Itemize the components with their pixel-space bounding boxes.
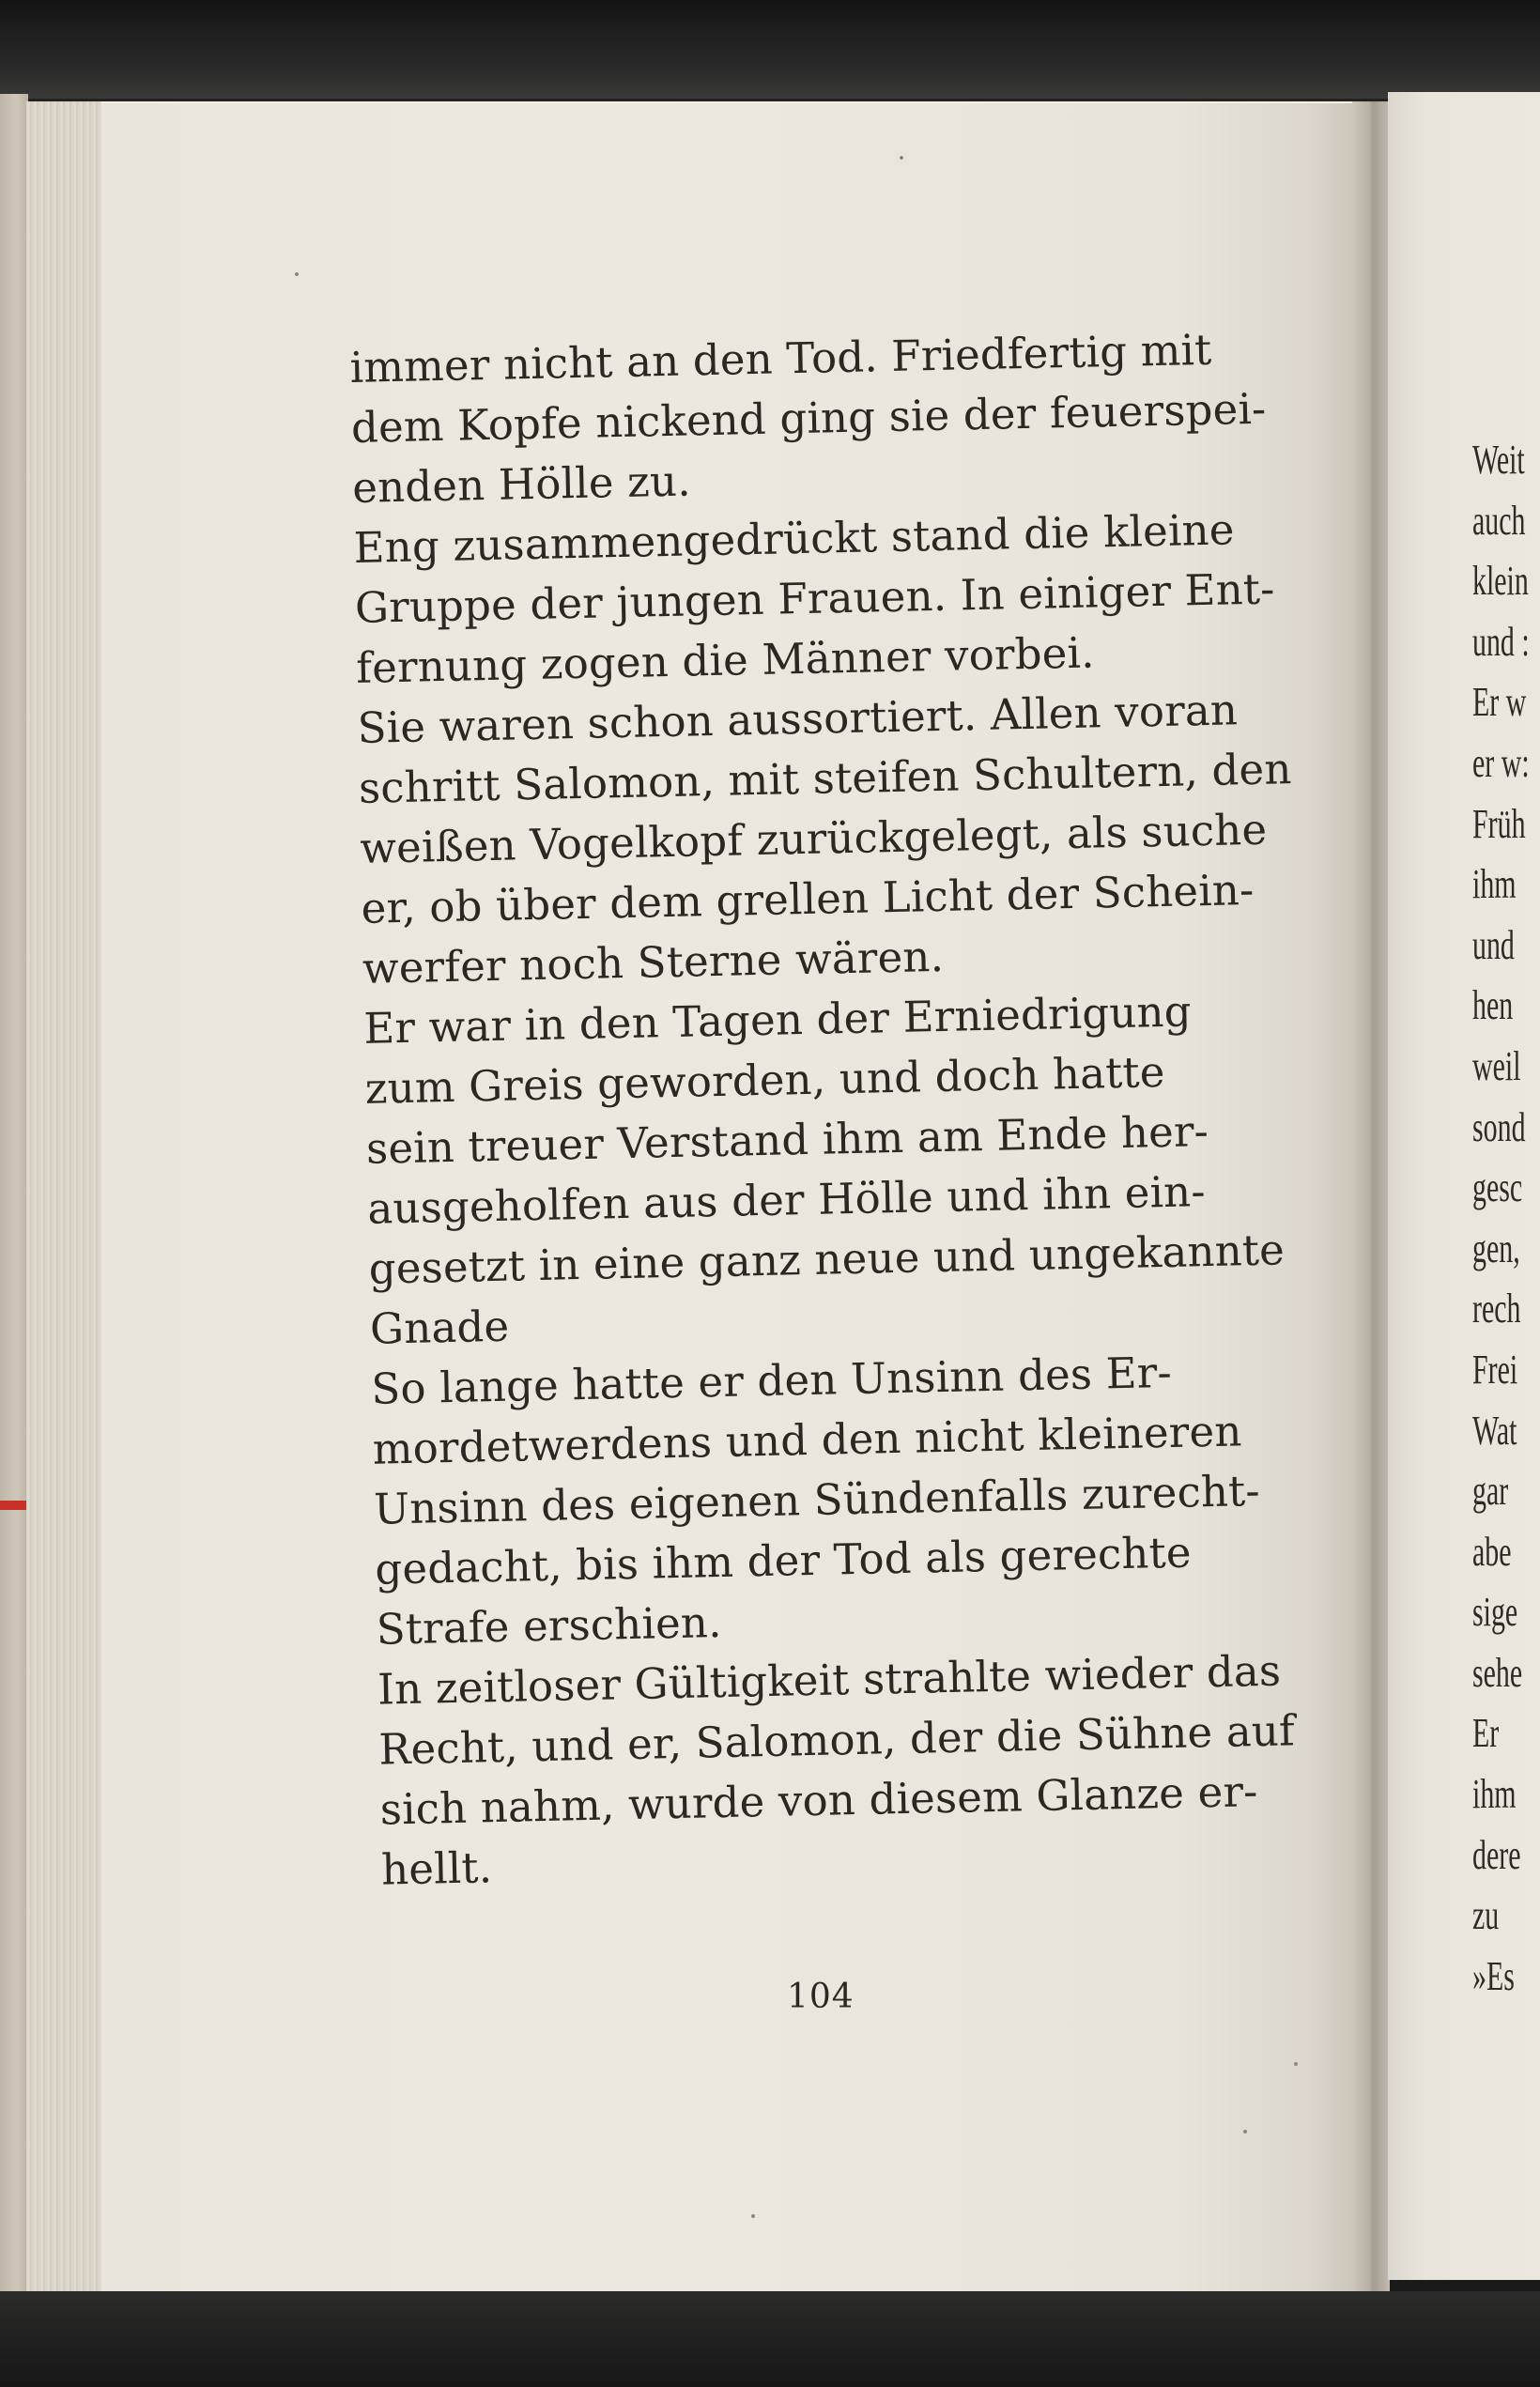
- text-line: ausgeholfen aus der Hölle und ihn ein-: [366, 1166, 1207, 1234]
- right-text-line: ihm: [1472, 861, 1517, 908]
- text-line: sich nahm, wurde von diesem Glanze er-: [379, 1766, 1259, 1835]
- text-line: Unsinn des eigenen Sündenfalls zurecht-: [373, 1465, 1261, 1534]
- right-text-line: rech: [1472, 1286, 1521, 1332]
- text-line: schritt Salomon, mit steifen Schultern, den: [358, 744, 1292, 813]
- page-number: 104: [787, 1978, 855, 2016]
- text-line: Recht, und er, Salomon, der die Sühne auf: [377, 1705, 1296, 1775]
- paper-speck: [900, 156, 903, 160]
- right-text-line: hen: [1472, 982, 1514, 1029]
- right-text-line: er w:: [1472, 739, 1530, 786]
- book-gutter: [1352, 101, 1390, 2299]
- right-text-line: und: [1472, 921, 1515, 968]
- text-line: mordetwerdens und den nicht kleineren: [372, 1406, 1242, 1474]
- page-stack-edge: [26, 101, 111, 2303]
- right-text-line: Er w: [1472, 679, 1527, 726]
- right-text-line: gar: [1472, 1468, 1509, 1515]
- text-line: So lange hatte er den Unsinn des Er-: [370, 1347, 1173, 1414]
- text-line: Gnade: [369, 1301, 510, 1354]
- right-text-line: und :: [1472, 618, 1530, 665]
- text-line: gesetzt in eine ganz neue und ungekannte: [368, 1224, 1286, 1294]
- right-text-line: zu: [1472, 1892, 1500, 1939]
- text-line: weißen Vogelkopf zurückgelegt, als suche: [359, 804, 1268, 873]
- left-page-text: [349, 319, 1296, 1901]
- right-page-text: [1472, 430, 1530, 2007]
- right-text-line: Weit: [1472, 437, 1525, 483]
- right-text-line: weil: [1472, 1042, 1521, 1089]
- text-line: dem Kopfe nickend ging sie der feuerspei-: [350, 383, 1267, 453]
- text-line: Gruppe der jungen Frauen. In einiger Ent-: [354, 563, 1276, 633]
- paper-speck: [1243, 2130, 1247, 2133]
- text-line: er, ob über dem grellen Licht der Schein-: [361, 864, 1255, 933]
- right-text-line: Früh: [1472, 800, 1526, 847]
- text-line: enden Hölle zu.: [351, 455, 692, 513]
- background-top: [0, 0, 1540, 99]
- right-text-line: gesc: [1472, 1164, 1523, 1211]
- right-text-line: Frei: [1472, 1346, 1518, 1393]
- right-text-line: Er: [1472, 1710, 1500, 1757]
- right-text-line: sige: [1472, 1589, 1518, 1636]
- text-line: immer nicht an den Tod. Friedfertig mit: [349, 324, 1212, 393]
- text-line: hellt.: [380, 1842, 493, 1895]
- paper-speck: [1294, 2062, 1298, 2066]
- right-text-line: Wat: [1472, 1407, 1517, 1454]
- text-line: sein treuer Verstand ihm am Ende her-: [365, 1106, 1209, 1174]
- text-line: In zeitloser Gültigkeit strahlte wieder das: [377, 1645, 1282, 1715]
- right-text-line: klein: [1472, 558, 1529, 605]
- text-line: Eng zusammengedrückt stand die kleine: [353, 504, 1236, 573]
- right-text-line: »Es: [1472, 1952, 1515, 1999]
- text-line: werfer noch Sterne wären.: [362, 931, 945, 993]
- paper-speck: [295, 272, 299, 276]
- right-text-line: sehe: [1472, 1649, 1523, 1696]
- right-text-line: auch: [1472, 497, 1526, 544]
- text-line: gedacht, bis ihm der Tod als gerechte: [374, 1527, 1193, 1594]
- text-line: zum Greis geworden, und doch hatte: [364, 1046, 1166, 1114]
- right-text-line: ihm: [1472, 1771, 1517, 1818]
- right-text-line: dere: [1472, 1831, 1521, 1878]
- background-bottom: [0, 2291, 1540, 2387]
- paper-speck: [751, 2214, 755, 2218]
- right-text-line: gen,: [1472, 1224, 1520, 1271]
- text-line: Strafe erschien.: [376, 1597, 723, 1655]
- text-line: Er war in den Tagen der Erniedrigung: [362, 986, 1193, 1054]
- text-line: fernung zogen die Männer vorbei.: [355, 627, 1096, 693]
- right-page: [1388, 92, 1540, 2280]
- right-text-line: sond: [1472, 1103, 1526, 1150]
- right-text-line: abe: [1472, 1528, 1512, 1575]
- text-line: Sie waren schon aussortiert. Allen voran: [357, 685, 1239, 753]
- book-cover-edge: [0, 94, 28, 2310]
